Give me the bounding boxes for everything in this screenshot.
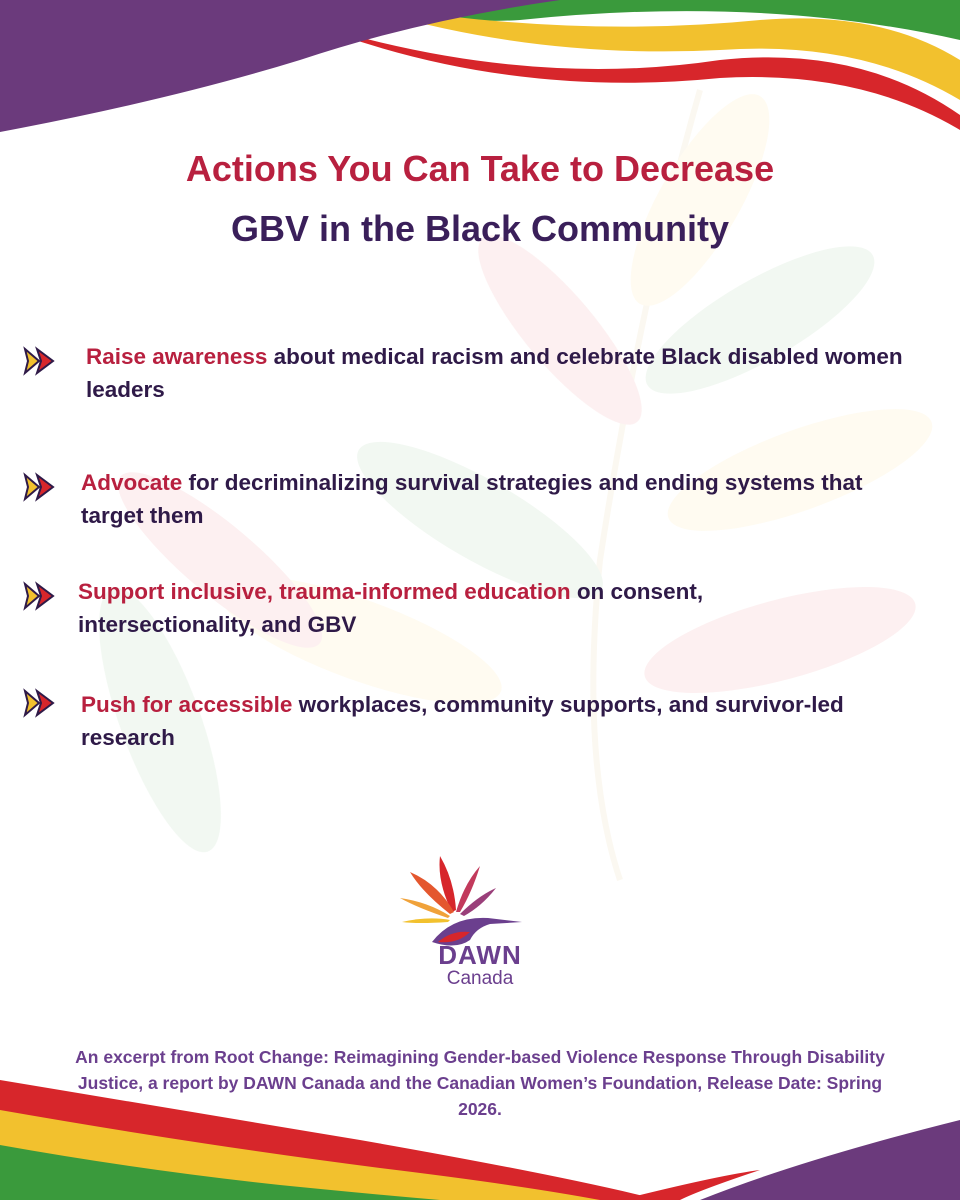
action-highlight: Advocate <box>81 470 183 495</box>
title-line-1: Actions You Can Take to Decrease <box>185 148 775 189</box>
double-chevron-right-icon <box>22 346 56 376</box>
title-line-2: GBV in the Black Community <box>230 208 730 249</box>
logo-name-line2: Canada <box>446 968 514 989</box>
action-text <box>81 466 921 532</box>
action-text <box>78 575 778 641</box>
action-highlight: Raise awareness <box>86 344 268 369</box>
action-text <box>81 688 901 754</box>
action-highlight: Support inclusive, trauma-informed education <box>78 579 571 604</box>
action-description: about medical racism and celebrate Black disabled women leaders <box>86 344 903 402</box>
logo-name-line1: DAWN <box>438 940 522 970</box>
action-text <box>86 340 906 406</box>
double-chevron-right-icon <box>22 581 56 611</box>
double-chevron-right-icon <box>22 688 56 718</box>
top-stripes <box>0 0 960 132</box>
action-description: workplaces, community supports, and survivor-led research <box>81 692 844 750</box>
footer-citation: An excerpt from Root Change: Reimagining Gender-based Violence Response Through Disability Justice, a report by DAWN Canada and the Canadian Women’s Foundation, Release Date: Spring 2026. <box>75 1047 885 1119</box>
action-highlight: Push for accessible <box>81 692 293 717</box>
double-chevron-right-icon <box>22 472 56 502</box>
action-description: for decriminalizing survival strategies and ending systems that target them <box>81 470 863 528</box>
action-description: on consent, intersectionality, and GBV <box>78 579 704 637</box>
